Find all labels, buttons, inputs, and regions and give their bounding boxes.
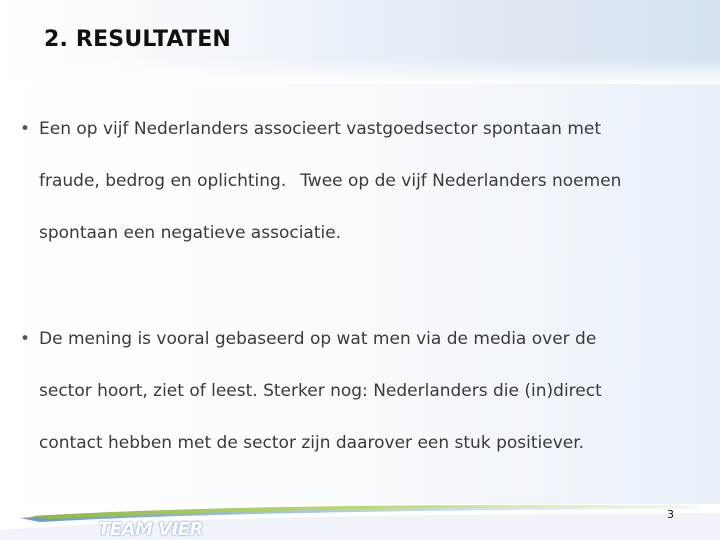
bullet-item-2 — [20, 313, 680, 469]
bullet-2-line-1: De mening is vooral gebaseerd op wat men via de media over de — [39, 329, 597, 349]
bullet-item-1 — [20, 103, 680, 259]
team-vier-logo: TEAM VIER — [98, 519, 203, 540]
bullet-2-line-2: sector hoort, ziet of leest. Sterker nog: Nederlanders die (in)direct — [39, 381, 602, 401]
bullet-1-line-2 — [20, 155, 680, 207]
slide-title: 2. RESULTATEN — [44, 27, 232, 52]
bullet-marker: • — [20, 119, 31, 139]
bullet-1-line-1: Een op vijf Nederlanders associeert vastgoedsector spontaan met — [39, 119, 602, 139]
bullet-1-line-2b: Twee op de vijf Nederlanders noemen — [300, 171, 622, 191]
bullet-1-line-3: spontaan een negatieve associatie. — [39, 223, 342, 243]
page-number: 3 — [667, 508, 674, 521]
bullet-1-line-2a: fraude, bedrog en oplichting. — [39, 171, 287, 191]
bullet-marker: • — [20, 329, 31, 349]
bullet-2-line-3: contact hebben met de sector zijn daarover een stuk positiever. — [39, 433, 585, 453]
